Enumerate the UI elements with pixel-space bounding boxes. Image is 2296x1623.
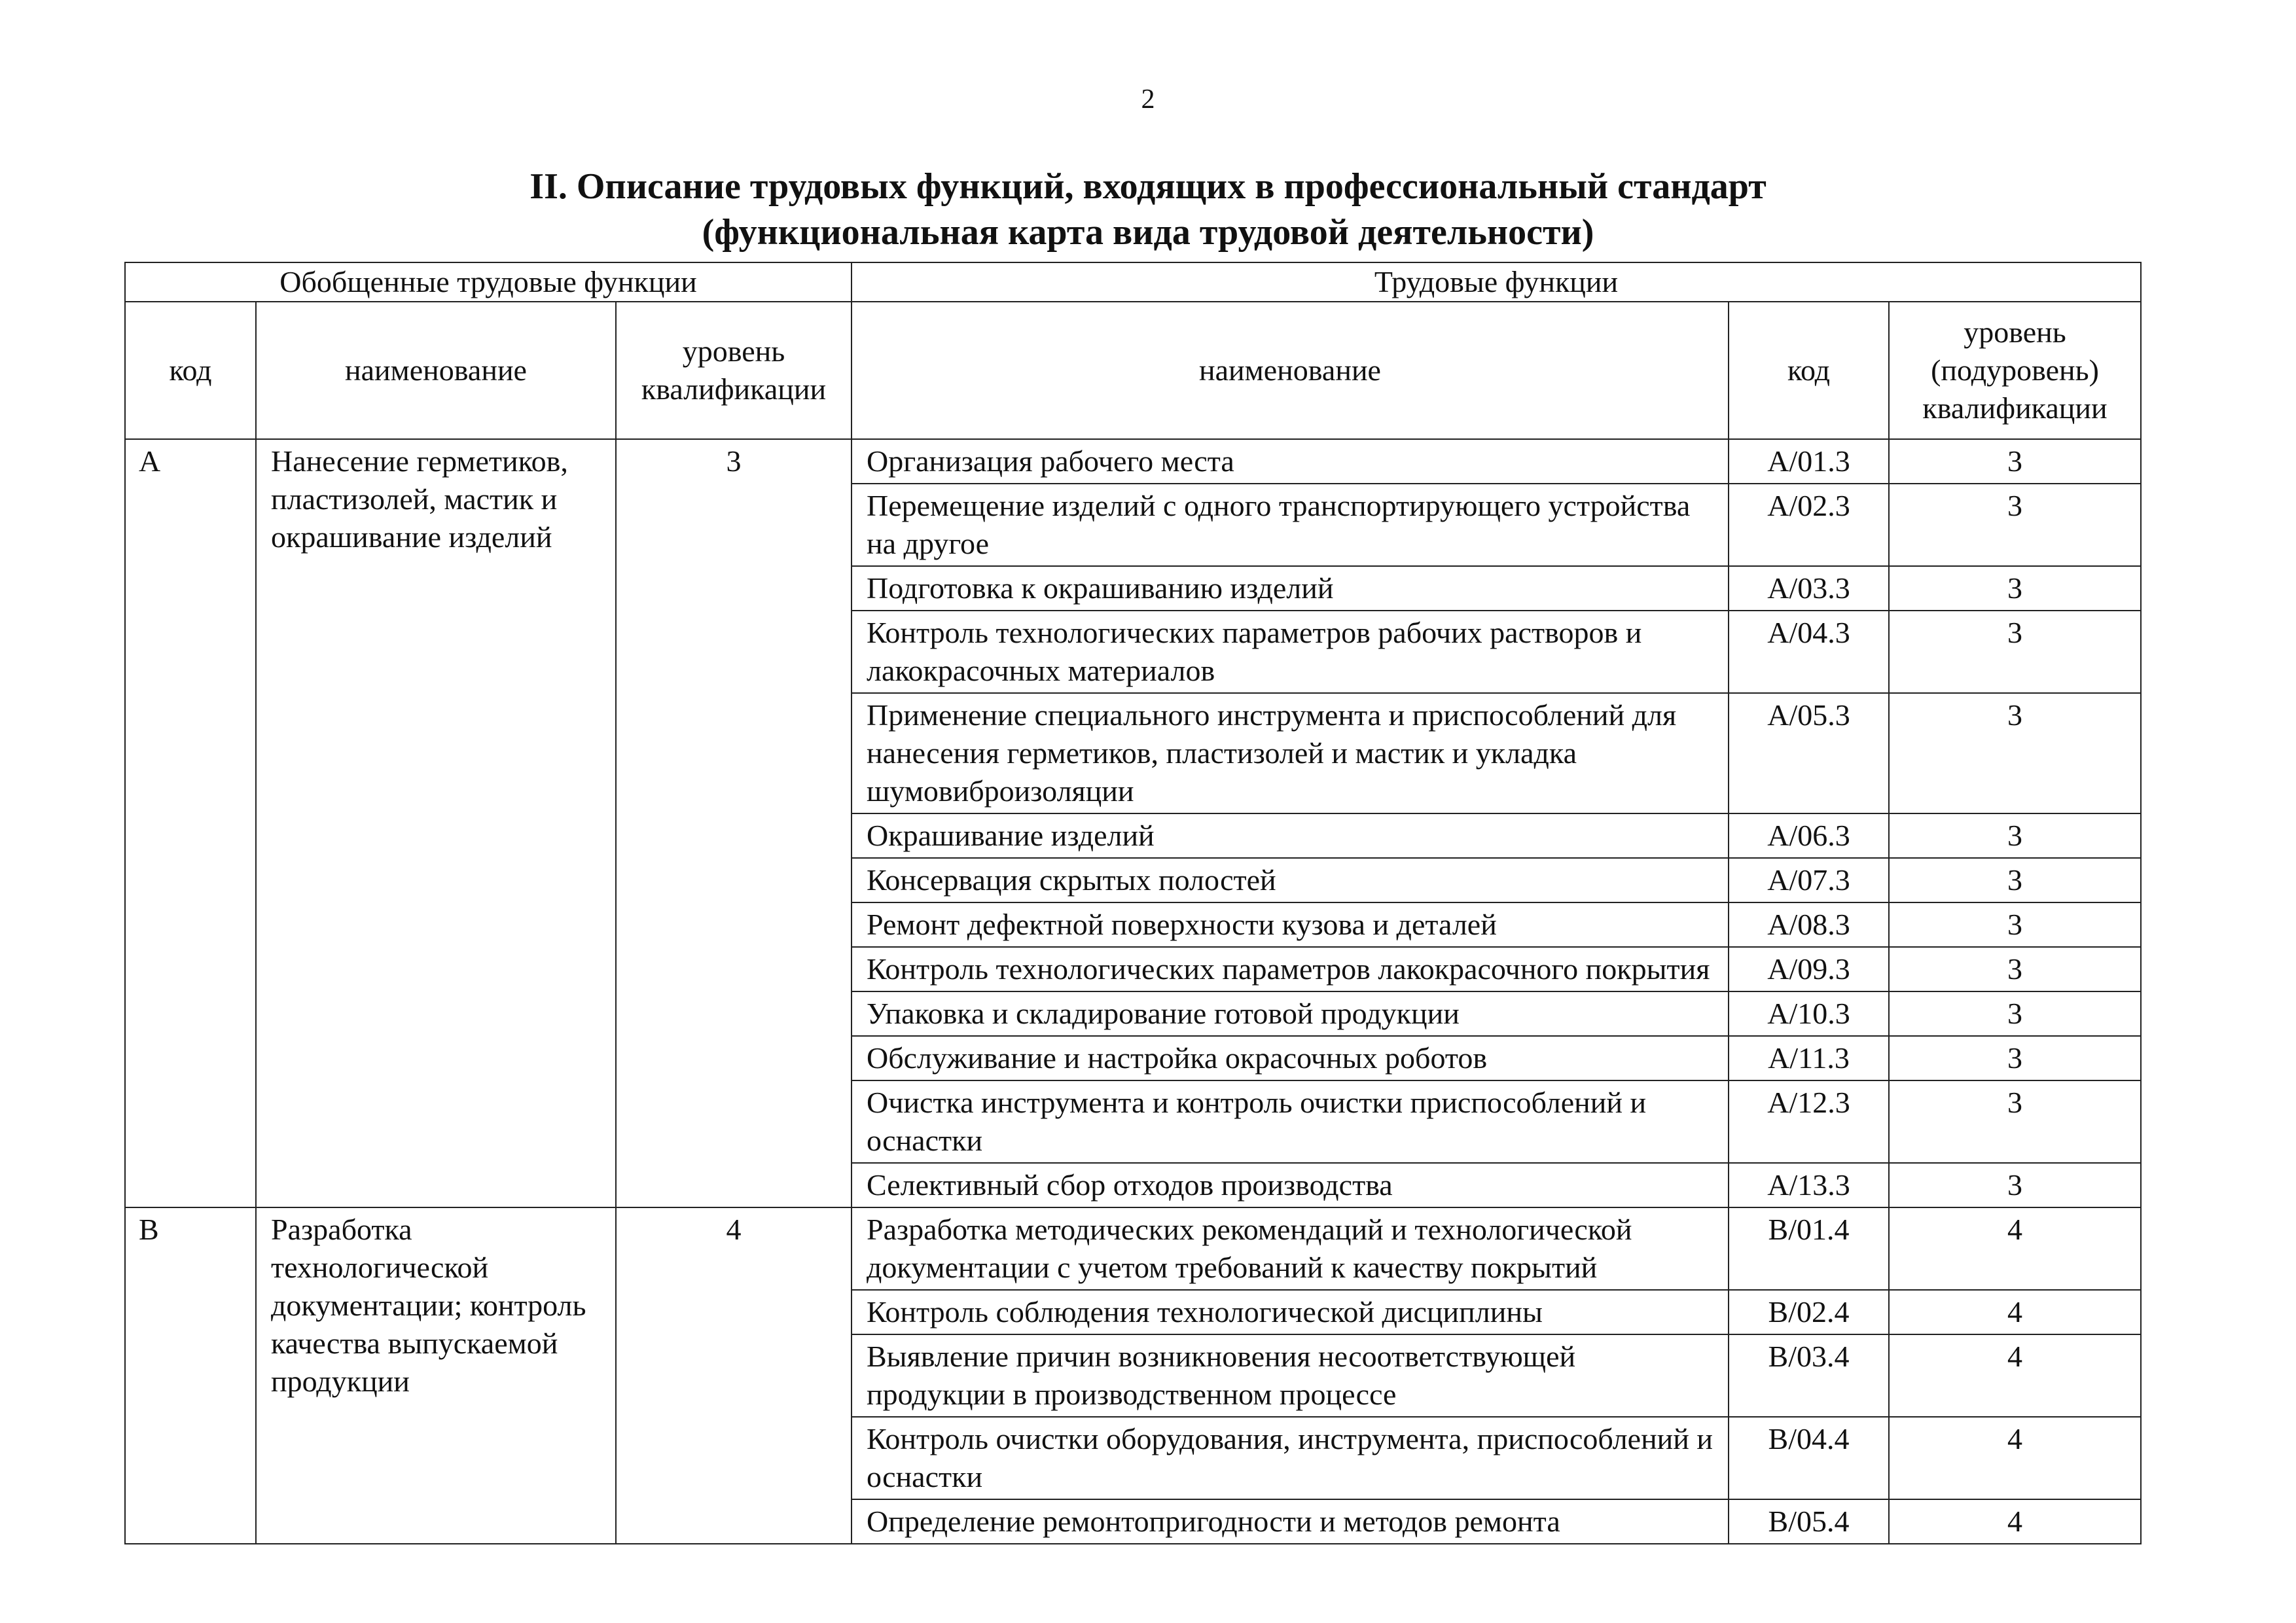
labor-function-code: А/03.3: [1729, 566, 1889, 611]
labor-function-name: Организация рабочего места: [852, 439, 1729, 484]
labor-function-name: Контроль технологических параметров рабочих растворов и лакокрасочных материалов: [852, 611, 1729, 693]
header-labor-functions: Трудовые функции: [852, 262, 2141, 302]
labor-function-code: А/06.3: [1729, 813, 1889, 858]
labor-function-name: Обслуживание и настройка окрасочных роботов: [852, 1036, 1729, 1080]
labor-function-code: В/03.4: [1729, 1334, 1889, 1417]
labor-function-code: А/08.3: [1729, 902, 1889, 947]
labor-function-name: Ремонт дефектной поверхности кузова и деталей: [852, 902, 1729, 947]
labor-function-level: 3: [1889, 902, 2141, 947]
labor-function-level: 4: [1889, 1290, 2141, 1334]
header-tf-level: уровень (подуровень) квалификации: [1889, 302, 2141, 439]
gen-function-level: 4: [616, 1207, 852, 1544]
labor-function-level: 4: [1889, 1334, 2141, 1417]
header-gen-name: наименование: [256, 302, 616, 439]
labor-function-code: А/05.3: [1729, 693, 1889, 813]
labor-function-level: 3: [1889, 1163, 2141, 1207]
gen-function-code: В: [125, 1207, 256, 1544]
labor-function-level: 3: [1889, 947, 2141, 991]
header-tf-code: код: [1729, 302, 1889, 439]
labor-function-code: А/12.3: [1729, 1080, 1889, 1163]
labor-function-code: А/13.3: [1729, 1163, 1889, 1207]
labor-function-level: 3: [1889, 1080, 2141, 1163]
labor-function-level: 3: [1889, 991, 2141, 1036]
gen-function-name: Нанесение герметиков, пластизолей, мастик и окрашивание изделий: [256, 439, 616, 1207]
labor-function-name: Выявление причин возникновения несоответствующей продукции в производственном процессе: [852, 1334, 1729, 1417]
labor-function-level: 3: [1889, 439, 2141, 484]
labor-function-name: Консервация скрытых полостей: [852, 858, 1729, 902]
labor-function-name: Упаковка и складирование готовой продукции: [852, 991, 1729, 1036]
functional-map-table: [124, 262, 2142, 1544]
gen-function-name: Разработка технологической документации; контроль качества выпускаемой продукции: [256, 1207, 616, 1544]
page-number: 2: [1141, 84, 1155, 115]
labor-function-code: А/02.3: [1729, 484, 1889, 566]
labor-function-code: В/05.4: [1729, 1499, 1889, 1544]
labor-function-level: 3: [1889, 1036, 2141, 1080]
labor-function-name: Контроль технологических параметров лакокрасочного покрытия: [852, 947, 1729, 991]
labor-function-level: 3: [1889, 484, 2141, 566]
labor-function-name: Подготовка к окрашиванию изделий: [852, 566, 1729, 611]
title-line-2: (функциональная карта вида трудовой деятельности): [702, 212, 1594, 253]
labor-function-code: В/02.4: [1729, 1290, 1889, 1334]
section-title: [0, 164, 2296, 255]
table-body: [125, 439, 2141, 1544]
labor-function-code: А/07.3: [1729, 858, 1889, 902]
labor-function-level: 3: [1889, 611, 2141, 693]
labor-function-name: Применение специального инструмента и приспособлений для нанесения герметиков, пластизолей и мастик и укладка шумовиброизоляции: [852, 693, 1729, 813]
labor-function-name: Контроль очистки оборудования, инструмента, приспособлений и оснастки: [852, 1417, 1729, 1499]
labor-function-level: 3: [1889, 813, 2141, 858]
header-tf-name: наименование: [852, 302, 1729, 439]
labor-function-code: В/01.4: [1729, 1207, 1889, 1290]
labor-function-level: 3: [1889, 693, 2141, 813]
labor-function-level: 3: [1889, 858, 2141, 902]
labor-function-name: Контроль соблюдения технологической дисциплины: [852, 1290, 1729, 1334]
labor-function-name: Очистка инструмента и контроль очистки приспособлений и оснастки: [852, 1080, 1729, 1163]
header-generalized-functions: Обобщенные трудовые функции: [125, 262, 852, 302]
title-line-1: II. Описание трудовых функций, входящих в профессиональный стандарт: [529, 166, 1767, 207]
labor-function-code: В/04.4: [1729, 1417, 1889, 1499]
table-row: [125, 439, 2141, 484]
gen-function-level: 3: [616, 439, 852, 1207]
labor-function-code: А/09.3: [1729, 947, 1889, 991]
labor-function-name: Селективный сбор отходов производства: [852, 1163, 1729, 1207]
labor-function-level: 3: [1889, 566, 2141, 611]
labor-function-code: А/10.3: [1729, 991, 1889, 1036]
gen-function-code: А: [125, 439, 256, 1207]
header-gen-level: уровень квалификации: [616, 302, 852, 439]
labor-function-level: 4: [1889, 1207, 2141, 1290]
labor-function-name: Определение ремонтопригодности и методов ремонта: [852, 1499, 1729, 1544]
labor-function-name: Окрашивание изделий: [852, 813, 1729, 858]
labor-function-level: 4: [1889, 1499, 2141, 1544]
labor-function-code: А/11.3: [1729, 1036, 1889, 1080]
table-row: [125, 1207, 2141, 1290]
header-gen-code: код: [125, 302, 256, 439]
labor-function-name: Перемещение изделий с одного транспортирующего устройства на другое: [852, 484, 1729, 566]
labor-function-name: Разработка методических рекомендаций и технологической документации с учетом требований к качеству покрытий: [852, 1207, 1729, 1290]
labor-function-level: 4: [1889, 1417, 2141, 1499]
labor-function-code: А/04.3: [1729, 611, 1889, 693]
labor-function-code: А/01.3: [1729, 439, 1889, 484]
